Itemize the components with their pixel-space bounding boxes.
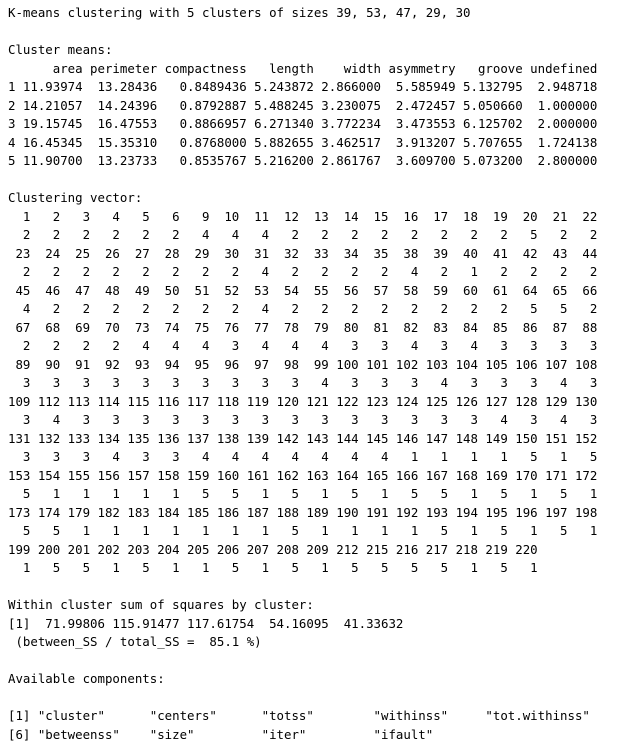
console-line: 173 174 179 182 183 184 185 186 187 188 189 190 191 192 193 194 195 196 197 198 (8, 504, 628, 523)
console-line: 89 90 91 92 93 94 95 96 97 98 99 100 101 102 103 104 105 106 107 108 (8, 356, 628, 375)
console-line: Cluster means: (8, 41, 628, 60)
console-line: Clustering vector: (8, 189, 628, 208)
console-line: 3 3 3 3 3 3 3 3 3 3 4 3 3 3 4 3 3 3 4 3 (8, 374, 628, 393)
console-line: 109 112 113 114 115 116 117 118 119 120 121 122 123 124 125 126 127 128 129 130 (8, 393, 628, 412)
console-line: 199 200 201 202 203 204 205 206 207 208 209 212 215 216 217 218 219 220 (8, 541, 628, 560)
console-line: [6] "betweenss" "size" "iter" "ifault" (8, 726, 628, 744)
console-line: [1] "cluster" "centers" "totss" "withinss" "tot.withinss" (8, 707, 628, 726)
console-line: Available components: (8, 670, 628, 689)
console-output (8, 4, 628, 690)
console-line (8, 689, 628, 708)
console-line: 5 5 1 1 1 1 1 1 1 5 1 1 1 1 5 1 5 1 5 1 (8, 522, 628, 541)
console-line: 45 46 47 48 49 50 51 52 53 54 55 56 57 58 59 60 61 64 65 66 (8, 282, 628, 301)
console-line: 2 14.21057 14.24396 0.8792887 5.488245 3.230075 2.472457 5.050660 1.000000 (8, 97, 628, 116)
console-line: 4 2 2 2 2 2 2 2 4 2 2 2 2 2 2 2 2 5 5 2 (8, 300, 628, 319)
console-line: 4 16.45345 15.35310 0.8768000 5.882655 3.462517 3.913207 5.707655 1.724138 (8, 134, 628, 153)
console-line: K-means clustering with 5 clusters of sizes 39, 53, 47, 29, 30 (8, 4, 628, 23)
console-line: 2 2 2 2 2 2 4 4 4 2 2 2 2 2 2 2 2 5 2 2 (8, 226, 628, 245)
console-line: 2 2 2 2 2 2 2 2 4 2 2 2 2 4 2 1 2 2 2 2 (8, 263, 628, 282)
console-line: 153 154 155 156 157 158 159 160 161 162 163 164 165 166 167 168 169 170 171 172 (8, 467, 628, 486)
console-line: 3 4 3 3 3 3 3 3 3 3 3 3 3 3 3 3 4 3 4 3 (8, 411, 628, 430)
console-line (8, 23, 628, 42)
console-line (8, 171, 628, 190)
console-line: 5 1 1 1 1 1 5 5 1 5 1 5 1 5 5 1 5 1 5 1 (8, 485, 628, 504)
console-line: [1] 71.99806 115.91477 117.61754 54.16095 41.33632 (8, 615, 628, 634)
console-line: 23 24 25 26 27 28 29 30 31 32 33 34 35 38 39 40 41 42 43 44 (8, 245, 628, 264)
console-line: 5 11.90700 13.23733 0.8535767 5.216200 2.861767 3.609700 5.073200 2.800000 (8, 152, 628, 171)
console-line: 3 3 3 4 3 3 4 4 4 4 4 4 4 1 1 1 1 5 1 5 (8, 448, 628, 467)
console-line: 131 132 133 134 135 136 137 138 139 142 143 144 145 146 147 148 149 150 151 152 (8, 430, 628, 449)
console-line: area perimeter compactness length width asymmetry groove undefined (8, 60, 628, 79)
console-line: 1 5 5 1 5 1 1 5 1 5 1 5 5 5 5 1 5 1 (8, 559, 628, 578)
console-line: Within cluster sum of squares by cluster: (8, 596, 628, 615)
console-line (8, 652, 628, 671)
console-line: 2 2 2 2 4 4 4 3 4 4 4 3 3 4 3 4 3 3 3 3 (8, 337, 628, 356)
console-line: (between_SS / total_SS = 85.1 %) (8, 633, 628, 652)
console-line: 67 68 69 70 73 74 75 76 77 78 79 80 81 82 83 84 85 86 87 88 (8, 319, 628, 338)
console-line: 1 2 3 4 5 6 9 10 11 12 13 14 15 16 17 18 19 20 21 22 (8, 208, 628, 227)
console-line: 1 11.93974 13.28436 0.8489436 5.243872 2.866000 5.585949 5.132795 2.948718 (8, 78, 628, 97)
console-line: 3 19.15745 16.47553 0.8866957 6.271340 3.772234 3.473553 6.125702 2.000000 (8, 115, 628, 134)
console-line (8, 578, 628, 597)
